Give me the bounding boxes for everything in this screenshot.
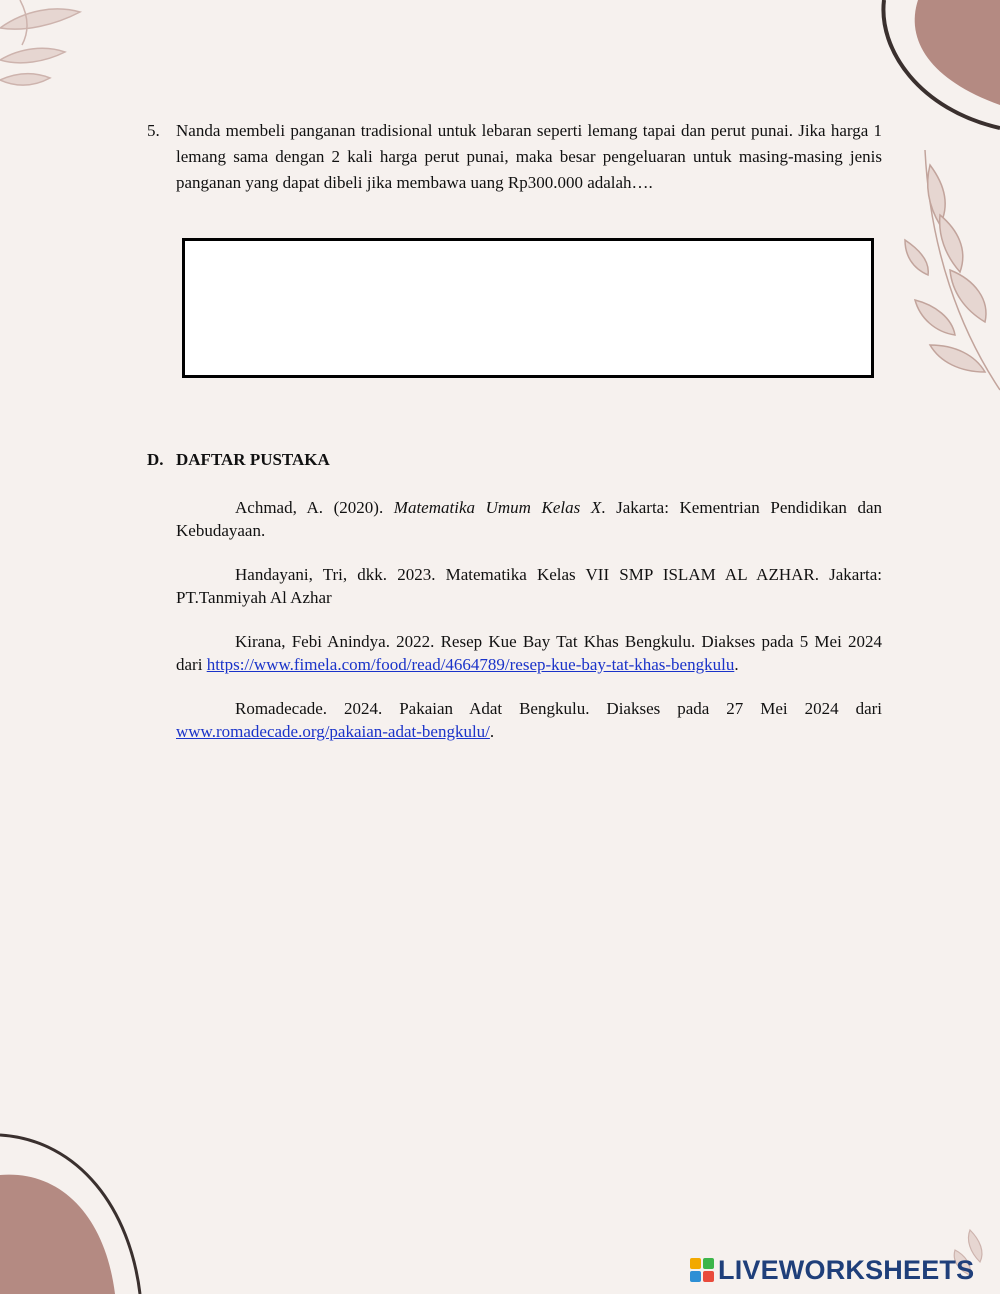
top-left-leaves — [0, 0, 80, 85]
reference-link[interactable]: www.romadecade.org/pakaian-adat-bengkulu/ — [176, 722, 490, 741]
section-title: DAFTAR PUSTAKA — [176, 450, 330, 469]
reference-list — [176, 496, 882, 764]
right-branch — [905, 150, 1000, 390]
logo-text: LIVEWORKSHEETS — [718, 1254, 975, 1285]
book-title: Matematika Umum Kelas X — [393, 498, 602, 517]
bottom-left-blob — [0, 1175, 115, 1294]
question-5 — [147, 118, 882, 196]
reference-item: Achmad, A. (2020). Matematika Umum Kelas X. Jakarta: Kementrian Pendidikan dan Kebudayaan. — [176, 498, 883, 540]
reference-item: Romadecade. 2024. Pakaian Adat Bengkulu. Diakses pada 27 Mei 2024 dari www.romadecade.org/pakaian-adat-bengkulu/. — [176, 699, 882, 741]
question-number: 5. — [147, 121, 160, 140]
reference-link[interactable]: https://www.fimela.com/food/read/4664789/resep-kue-bay-tat-khas-bengkulu — [206, 655, 735, 674]
liveworksheets-logo-icon — [690, 1258, 714, 1282]
reference-item: Handayani, Tri, dkk. 2023. Matematika Kelas VII SMP ISLAM AL AZHAR. Jakarta: PT.Tanmiyah Al Azhar — [176, 565, 882, 607]
section-heading — [147, 450, 330, 470]
section-letter: D. — [147, 450, 164, 469]
question-text: Nanda membeli panganan tradisional untuk lebaran seperti lemang tapai dan perut punai. Jika harga 1 lemang sama dengan 2 kali harga perut punai, maka besar pengeluaran untuk masing-masing jenis panganan yang dapat dibeli jika membawa uang Rp300.000 adalah…. — [176, 121, 882, 192]
reference-item: Kirana, Febi Anindya. 2022. Resep Kue Bay Tat Khas Bengkulu. Diakses pada 5 Mei 2024 dari https://www.fimela.com/food/read/4664789/resep-kue-bay-tat-khas-bengkulu. — [176, 632, 882, 674]
liveworksheets-logo — [690, 1253, 974, 1287]
top-right-blob — [915, 0, 1000, 105]
answer-input-box[interactable] — [182, 238, 874, 378]
